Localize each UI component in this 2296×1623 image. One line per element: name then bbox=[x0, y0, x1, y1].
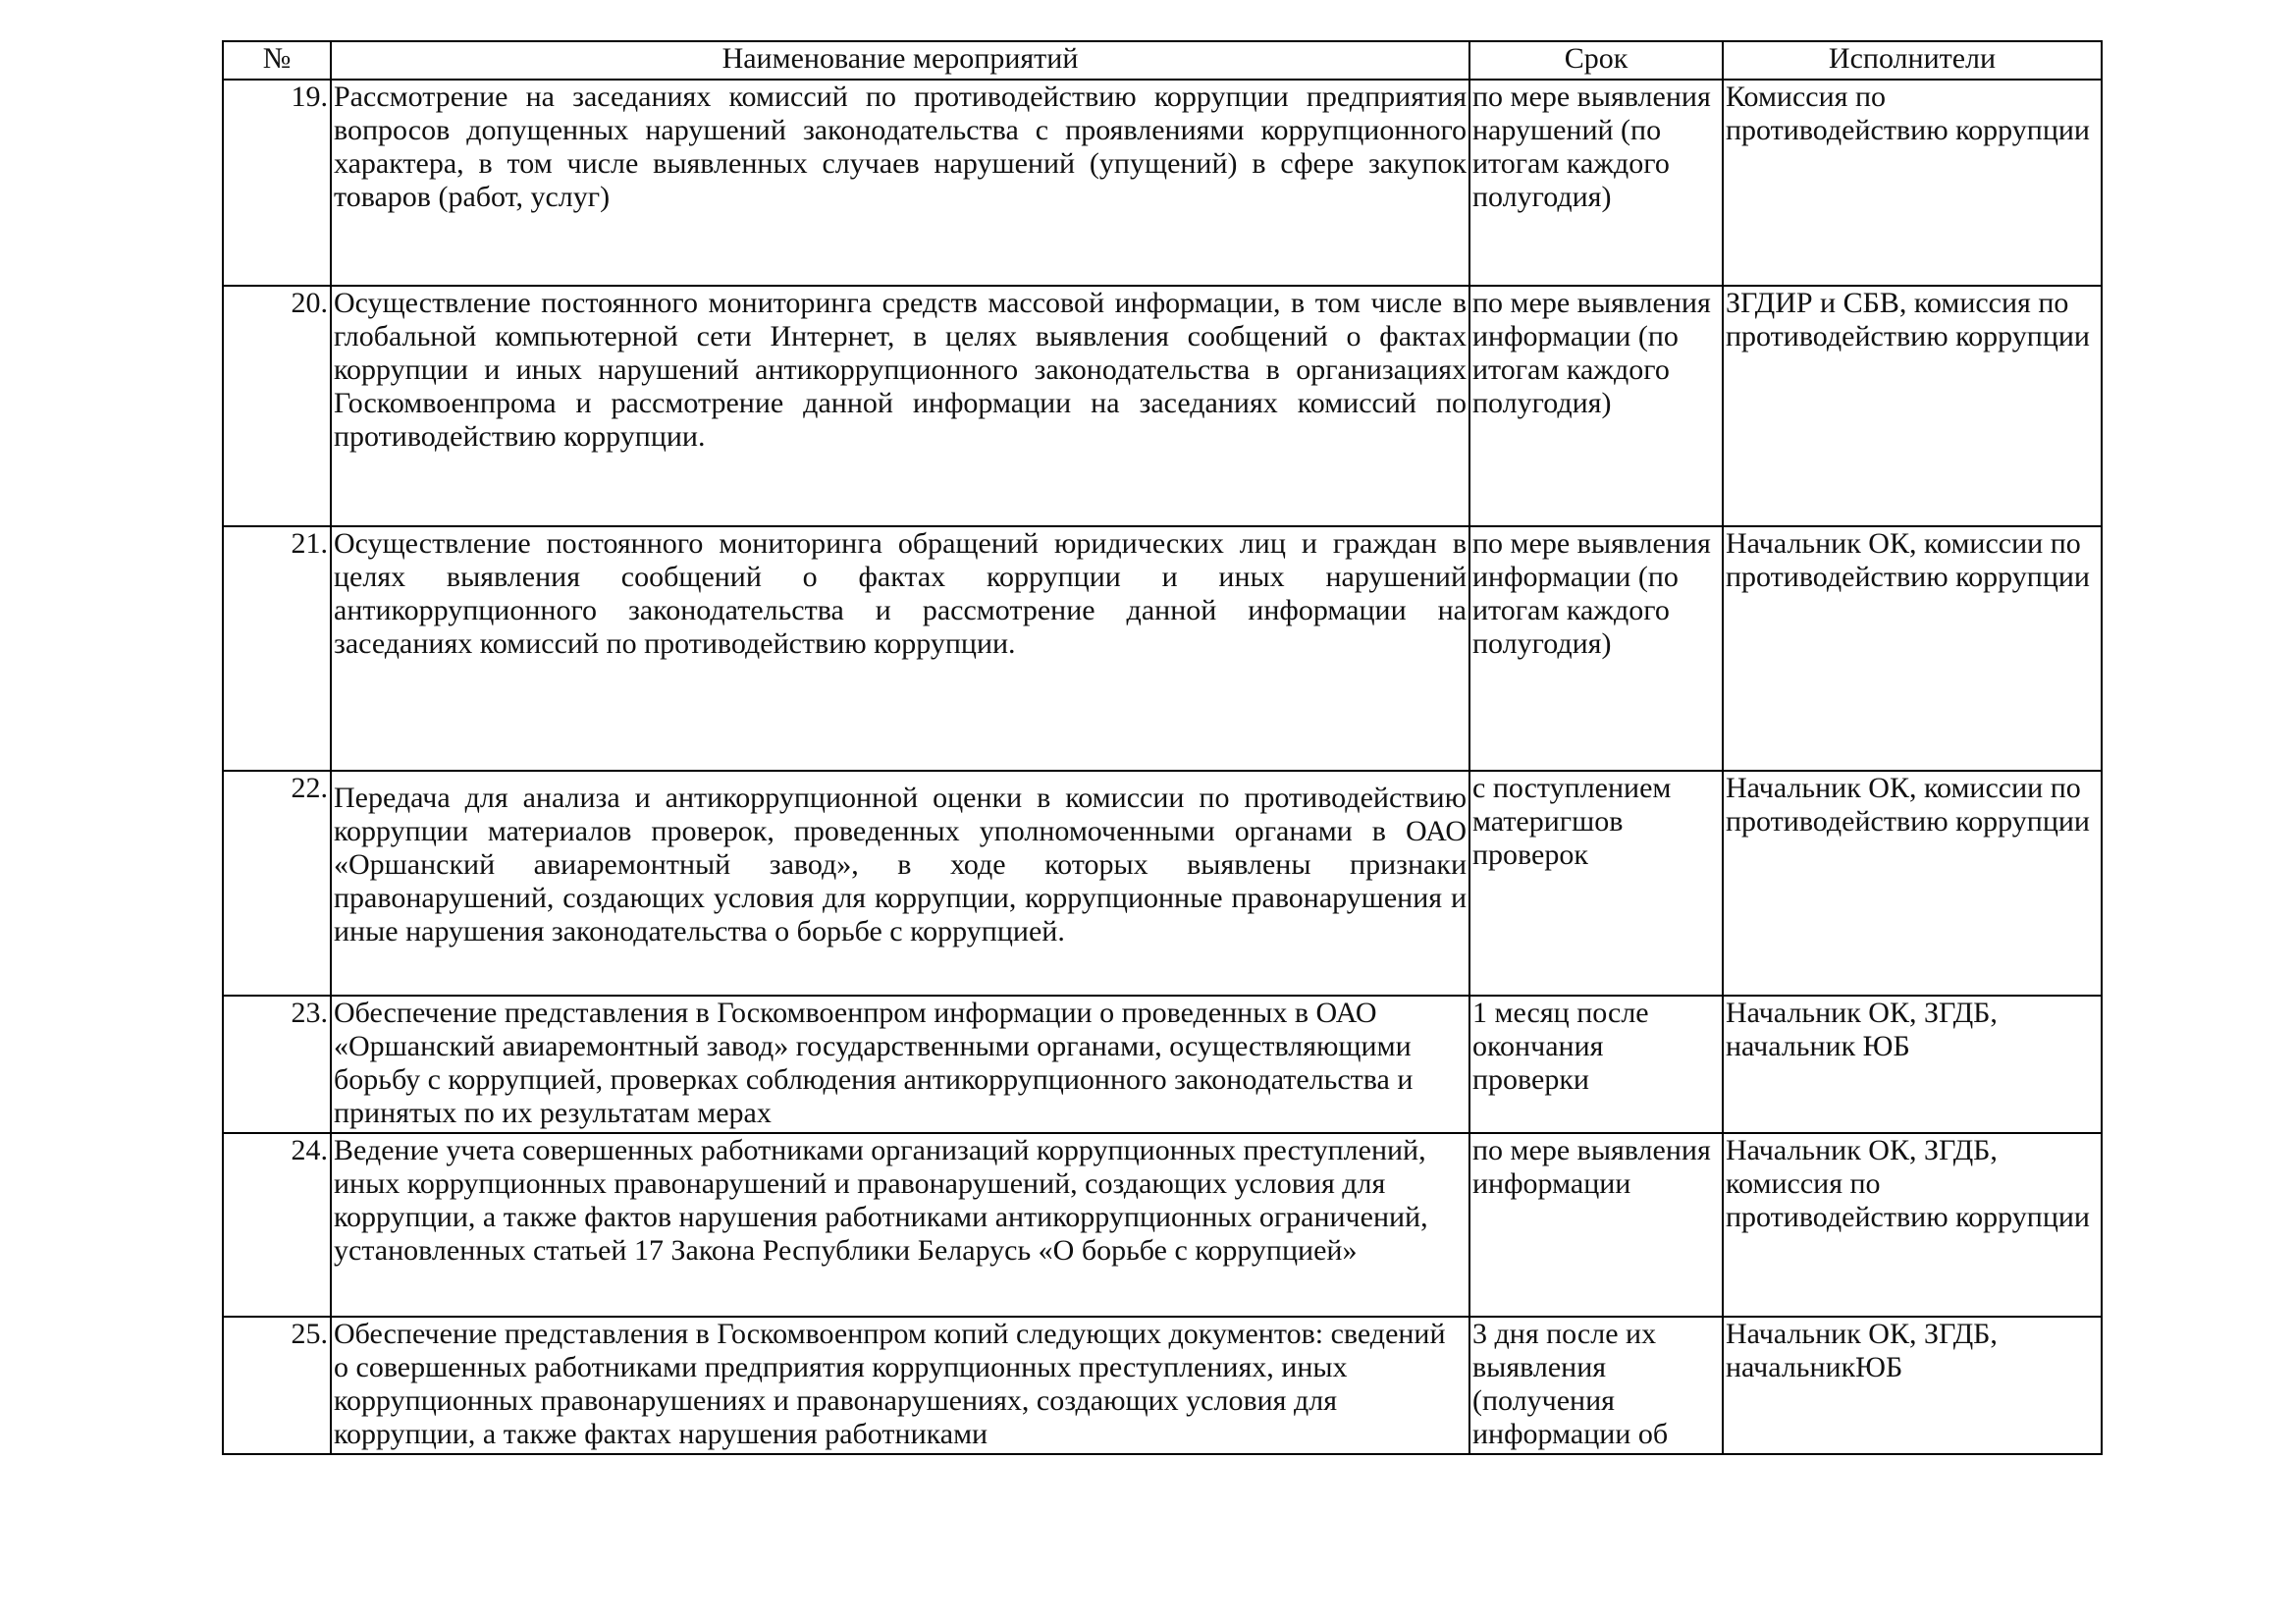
measure-term: с поступлением материгшов проверок bbox=[1469, 771, 1723, 996]
measure-executors: Начальник ОК, комиссии по противодействию коррупции bbox=[1723, 526, 2102, 771]
measure-executors: Комиссия по противодействию коррупции bbox=[1723, 80, 2102, 286]
row-number: 25. bbox=[223, 1317, 331, 1454]
measure-name: Осуществление постоянного мониторинга средств массовой информации, в том числе в глобальной компьютерной сети Интернет, в целях выявления сообщений о фактах коррупции и иных нарушений антикоррупционного законодательства в организациях Госкомвоенпрома и рассмотрение данной информации на заседаниях комиссий по противодействию коррупции. bbox=[331, 286, 1469, 526]
table-header-row bbox=[223, 41, 2102, 80]
measure-term: по мере выявления информации (по итогам каждого полугодия) bbox=[1469, 286, 1723, 526]
measure-name: Обеспечение представления в Госкомвоенпром информации о проведенных в ОАО «Оршанский авиаремонтный завод» государственными органами, осуществляющими борьбу с коррупцией, проверках соблюдения антикоррупционного законодательства и принятых по их результатам мерах bbox=[331, 996, 1469, 1133]
header-num: № bbox=[223, 41, 331, 80]
row-number: 20. bbox=[223, 286, 331, 526]
header-name: Наименование мероприятий bbox=[331, 41, 1469, 80]
measure-name: Осуществление постоянного мониторинга обращений юридических лиц и граждан в целях выявления сообщений о фактах коррупции и иных нарушений антикоррупционного законодательства и рассмотрение данной информации на заседаниях комиссий по противодействию коррупции. bbox=[331, 526, 1469, 771]
table-row bbox=[223, 1133, 2102, 1317]
measure-name: Ведение учета совершенных работниками организаций коррупционных преступлений, иных коррупционных правонарушений и правонарушений, создающих условия для коррупции, а также фактов нарушения работниками антикоррупционных ограничений, установленных статьей 17 Закона Республики Беларусь «О борьбе с коррупцией» bbox=[331, 1133, 1469, 1317]
row-number: 21. bbox=[223, 526, 331, 771]
measure-executors: Начальник ОК, комиссии по противодействию коррупции bbox=[1723, 771, 2102, 996]
table-row bbox=[223, 80, 2102, 286]
measure-term: 3 дня после их выявления (получения информации об bbox=[1469, 1317, 1723, 1454]
measure-name: Передача для анализа и антикоррупционной оценки в комиссии по противодействию коррупции материалов проверок, проведенных уполномоченными органами в ОАО «Оршанский авиаремонтный завод», в ходе которых выявлены признаки правонарушений, создающих условия для коррупции, коррупционные правонарушения и иные нарушения законодательства о борьбе с коррупцией. bbox=[331, 771, 1469, 996]
table-row bbox=[223, 1317, 2102, 1454]
measure-executors: Начальник ОК, ЗГДБ, комиссия по противодействию коррупции bbox=[1723, 1133, 2102, 1317]
table-row bbox=[223, 286, 2102, 526]
measure-name: Рассмотрение на заседаниях комиссий по противодействию коррупции предприятия вопросов допущенных нарушений законодательства с проявлениями коррупционного характера, в том числе выявленных случаев нарушений (упущений) в сфере закупок товаров (работ, услуг) bbox=[331, 80, 1469, 286]
table-row bbox=[223, 526, 2102, 771]
measure-term: по мере выявления информации (по итогам каждого полугодия) bbox=[1469, 526, 1723, 771]
measure-executors: Начальник ОК, ЗГДБ, начальник ЮБ bbox=[1723, 996, 2102, 1133]
measure-term: 1 месяц после окончания проверки bbox=[1469, 996, 1723, 1133]
measure-term: по мере выявления нарушений (по итогам каждого полугодия) bbox=[1469, 80, 1723, 286]
row-number: 24. bbox=[223, 1133, 331, 1317]
row-number: 22. bbox=[223, 771, 331, 996]
measures-table bbox=[222, 40, 2103, 1455]
measure-term: по мере выявления информации bbox=[1469, 1133, 1723, 1317]
table-row bbox=[223, 771, 2102, 996]
measure-name: Обеспечение представления в Госкомвоенпром копий следующих документов: сведений о совершенных работниками предприятия коррупционных преступлениях, иных коррупционных правонарушениях и правонарушениях, создающих условия для коррупции, а также фактах нарушения работниками bbox=[331, 1317, 1469, 1454]
row-number: 23. bbox=[223, 996, 331, 1133]
measure-executors: ЗГДИР и СБВ, комиссия по противодействию коррупции bbox=[1723, 286, 2102, 526]
measure-executors: Начальник ОК, ЗГДБ, начальникЮБ bbox=[1723, 1317, 2102, 1454]
row-number: 19. bbox=[223, 80, 331, 286]
header-executors: Исполнители bbox=[1723, 41, 2102, 80]
header-term: Срок bbox=[1469, 41, 1723, 80]
table-row bbox=[223, 996, 2102, 1133]
